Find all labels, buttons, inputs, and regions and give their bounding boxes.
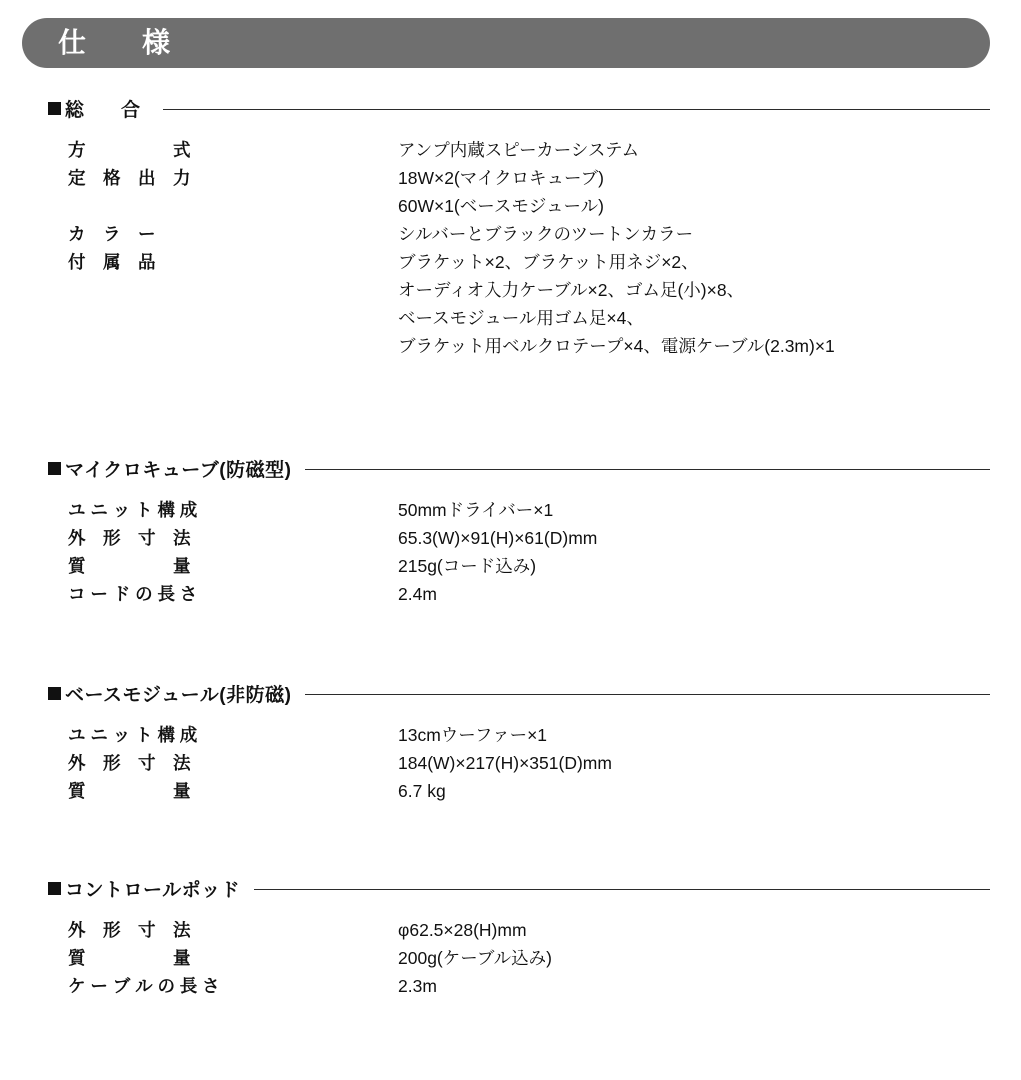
table-row bbox=[68, 248, 1012, 360]
heading-rule bbox=[163, 109, 990, 110]
table-row bbox=[68, 220, 1012, 248]
section-heading bbox=[48, 95, 992, 122]
spec-value-line: アンプ内蔵スピーカーシステム bbox=[398, 140, 640, 160]
spec-label: ケ ー ブ ル の 長 さ bbox=[68, 976, 220, 996]
table-row bbox=[68, 136, 1012, 164]
table-row bbox=[68, 164, 1012, 220]
spec-value-line: φ62.5×28(H)mm bbox=[398, 920, 527, 940]
table-row bbox=[68, 777, 1012, 805]
spec-value-line: 6.7 kg bbox=[398, 781, 446, 801]
spec-value bbox=[398, 496, 1012, 524]
spec-value bbox=[398, 136, 1012, 164]
spec-label: 定 格 出 力 bbox=[68, 168, 191, 188]
square-bullet-icon bbox=[48, 462, 61, 475]
spec-label: コ ー ド の 長 さ bbox=[68, 584, 198, 604]
spec-value-line: シルバーとブラックのツートンカラー bbox=[398, 224, 694, 244]
spec-value-line: ブラケット×2、ブラケット用ネジ×2、 bbox=[398, 252, 699, 272]
spec-label: ユ ニ ッ ト 構 成 bbox=[68, 725, 198, 745]
spec-value-line: 2.3m bbox=[398, 976, 437, 996]
section-general bbox=[48, 95, 992, 360]
spec-value bbox=[398, 721, 1012, 749]
square-bullet-icon bbox=[48, 687, 61, 700]
heading-rule bbox=[305, 694, 990, 695]
table-row bbox=[68, 916, 1012, 944]
section-heading-label: ベースモジュール(非防磁) bbox=[65, 685, 292, 706]
spec-label: カ ラ ー bbox=[68, 224, 156, 244]
section-micro-cube bbox=[48, 455, 992, 608]
page-title: 仕 様 bbox=[58, 27, 185, 58]
page-title-banner bbox=[22, 18, 990, 68]
spec-value bbox=[398, 944, 1012, 972]
section-heading-label: マイクロキューブ(防磁型) bbox=[65, 460, 292, 481]
spec-value bbox=[398, 580, 1012, 608]
spec-label: 質 量 bbox=[68, 948, 191, 968]
spec-value-line: 184(W)×217(H)×351(D)mm bbox=[398, 753, 612, 773]
section-heading bbox=[48, 875, 992, 902]
section-base-module bbox=[48, 680, 992, 805]
spec-label: 外 形 寸 法 bbox=[68, 528, 191, 548]
spec-value-line: オーディオ入力ケーブル×2、ゴム足(小)×8、 bbox=[398, 280, 745, 300]
spec-table bbox=[68, 721, 1012, 805]
spec-value bbox=[398, 220, 1012, 248]
spec-value bbox=[398, 164, 1012, 220]
spec-table bbox=[68, 136, 1012, 360]
heading-rule bbox=[254, 889, 990, 890]
spec-value bbox=[398, 524, 1012, 552]
spec-value-line: ベースモジュール用ゴム足×4、 bbox=[398, 308, 644, 328]
spec-value bbox=[398, 552, 1012, 580]
table-row bbox=[68, 580, 1012, 608]
spec-label: 質 量 bbox=[68, 781, 191, 801]
section-heading bbox=[48, 455, 992, 482]
spec-label: 外 形 寸 法 bbox=[68, 753, 191, 773]
spec-value-line: 215g(コード込み) bbox=[398, 556, 537, 576]
spec-label: ユ ニ ッ ト 構 成 bbox=[68, 500, 198, 520]
table-row bbox=[68, 552, 1012, 580]
spec-value bbox=[398, 248, 1012, 360]
spec-value-line: 200g(ケーブル込み) bbox=[398, 948, 553, 968]
spec-label: 外 形 寸 法 bbox=[68, 920, 191, 940]
spec-value-line: ブラケット用ベルクロテープ×4、電源ケーブル(2.3m)×1 bbox=[398, 336, 835, 356]
spec-value bbox=[398, 972, 1012, 1000]
spec-value-line: 60W×1(ベースモジュール) bbox=[398, 196, 605, 216]
spec-value bbox=[398, 916, 1012, 944]
spec-table bbox=[68, 496, 1012, 608]
spec-table bbox=[68, 916, 1012, 1000]
section-heading-label: コントロールポッド bbox=[65, 880, 241, 901]
spec-value-line: 50mmドライバー×1 bbox=[398, 500, 554, 520]
section-heading-label: 総 合 bbox=[65, 100, 150, 121]
table-row bbox=[68, 972, 1012, 1000]
spec-value-line: 2.4m bbox=[398, 584, 437, 604]
table-row bbox=[68, 524, 1012, 552]
table-row bbox=[68, 496, 1012, 524]
table-row bbox=[68, 944, 1012, 972]
square-bullet-icon bbox=[48, 882, 61, 895]
table-row bbox=[68, 749, 1012, 777]
spec-value-line: 18W×2(マイクロキューブ) bbox=[398, 168, 605, 188]
section-control-pod bbox=[48, 875, 992, 1000]
section-heading bbox=[48, 680, 992, 707]
square-bullet-icon bbox=[48, 102, 61, 115]
spec-label: 方 式 bbox=[68, 140, 191, 160]
table-row bbox=[68, 721, 1012, 749]
spec-value bbox=[398, 749, 1012, 777]
spec-value-line: 65.3(W)×91(H)×61(D)mm bbox=[398, 528, 598, 548]
spec-value bbox=[398, 777, 1012, 805]
spec-label: 質 量 bbox=[68, 556, 191, 576]
spec-value-line: 13cmウーファー×1 bbox=[398, 725, 548, 745]
spec-label: 付 属 品 bbox=[68, 252, 156, 272]
heading-rule bbox=[305, 469, 990, 470]
